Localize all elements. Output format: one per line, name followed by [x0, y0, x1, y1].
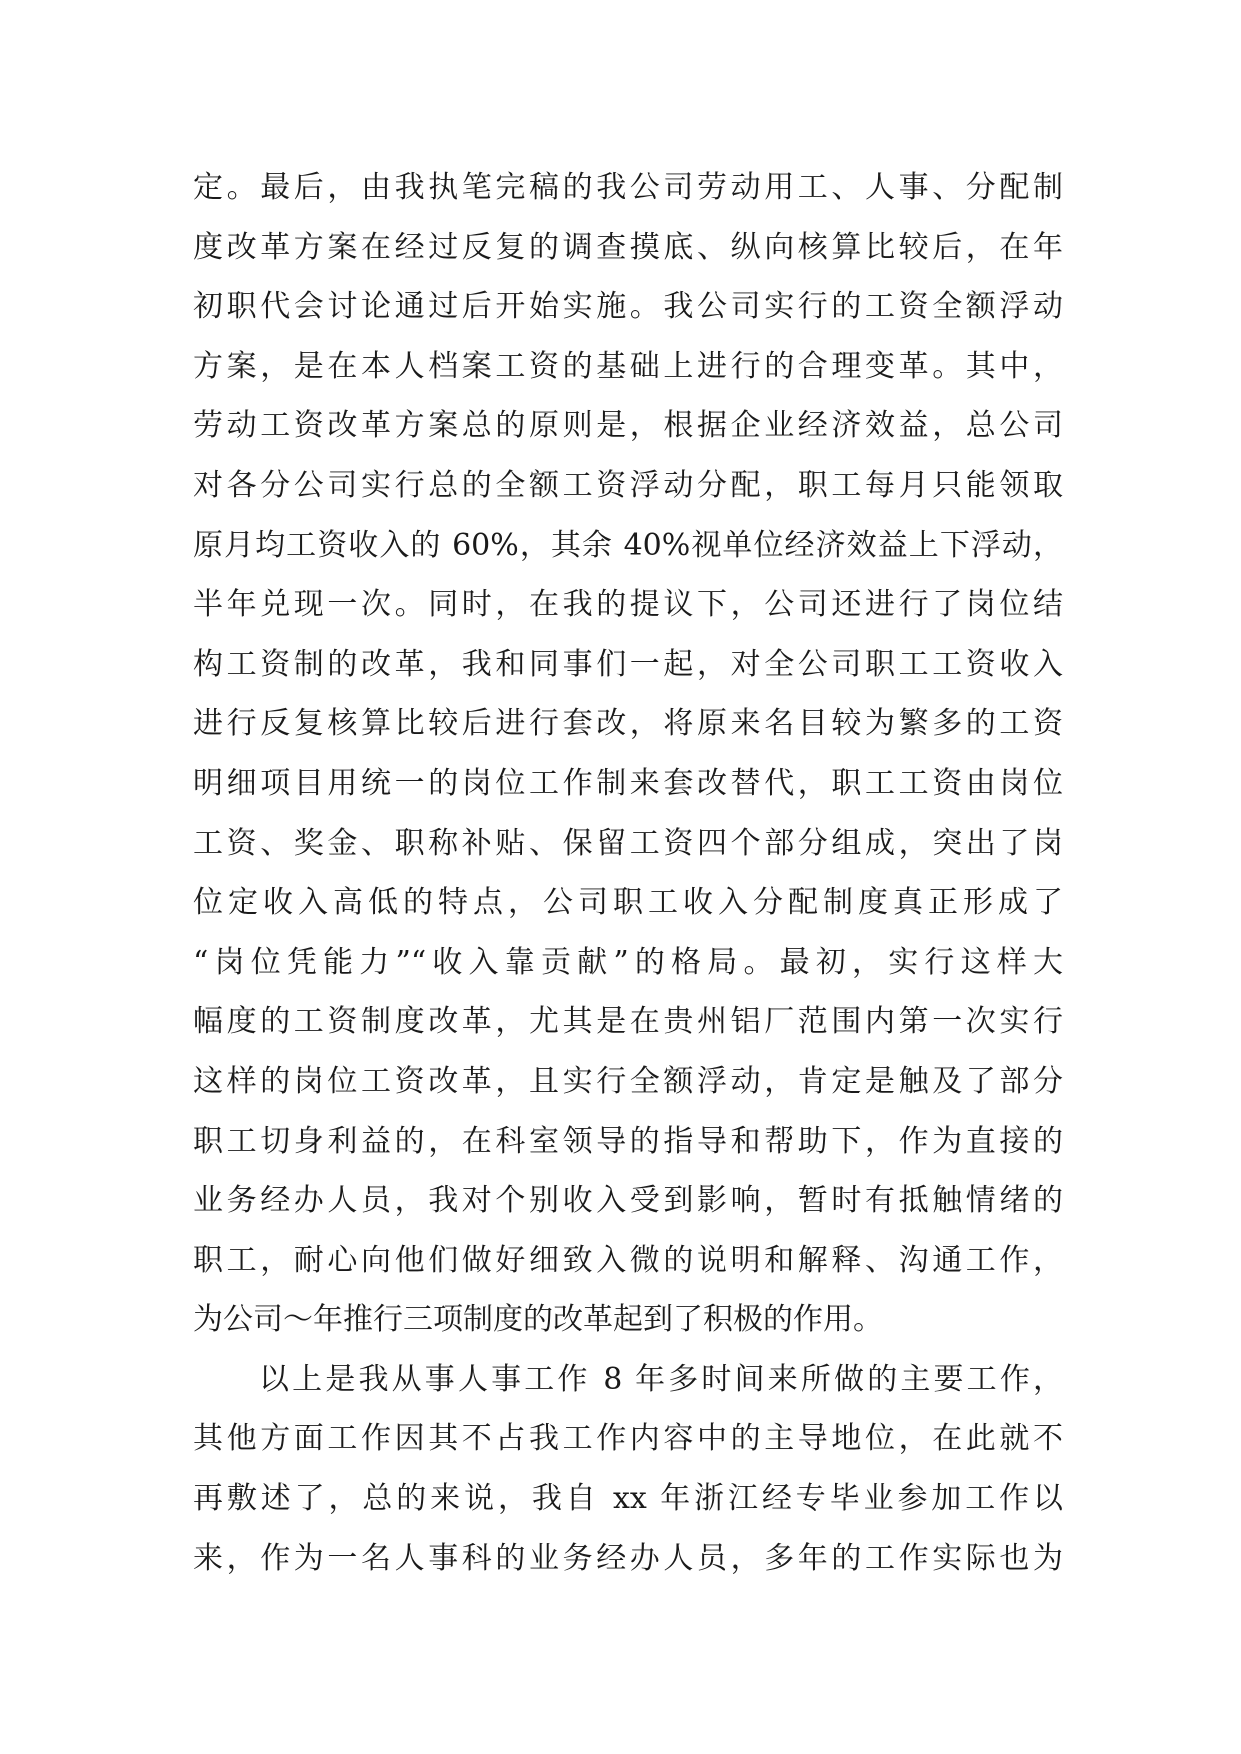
text-line: 工资、奖金、职称补贴、保留工资四个部分组成，突出了岗	[193, 825, 1063, 861]
text-line: 职工切身利益的，在科室领导的指导和帮助下，作为直接的	[193, 1123, 1063, 1159]
text-line: 方案，是在本人档案工资的基础上进行的合理变革。其中，	[193, 348, 1063, 384]
body-text	[193, 158, 1063, 1588]
text-line: 幅度的工资制度改革，尤其是在贵州铝厂范围内第一次实行	[193, 1004, 1063, 1040]
text-line: 再敷述了，总的来说，我自 xx 年浙江经专毕业参加工作以	[193, 1481, 1063, 1517]
text-line: 构工资制的改革，我和同事们一起，对全公司职工工资收入	[193, 646, 1063, 682]
text-line: 其他方面工作因其不占我工作内容中的主导地位，在此就不	[193, 1421, 1063, 1457]
text-line: 定。最后，由我执笔完稿的我公司劳动用工、人事、分配制	[193, 170, 1063, 205]
text-line: 原月均工资收入的 60%，其余 40%视单位经济效益上下浮动，	[193, 527, 1063, 563]
text-line: 对各分公司实行总的全额工资浮动分配，职工每月只能领取	[193, 467, 1063, 503]
text-line: “岗位凭能力”“收入靠贡献”的格局。最初，实行这样大	[193, 944, 1063, 980]
text-line: 以上是我从事人事工作 8 年多时间来所做的主要工作，	[259, 1361, 1063, 1397]
text-line: 为公司～年推行三项制度的改革起到了积极的作用。	[193, 1302, 883, 1338]
text-line: 职工，耐心向他们做好细致入微的说明和解释、沟通工作，	[193, 1242, 1063, 1278]
text-line: 劳动工资改革方案总的原则是，根据企业经济效益，总公司	[193, 408, 1063, 444]
text-line: 进行反复核算比较后进行套改，将原来名目较为繁多的工资	[193, 706, 1063, 742]
text-line: 位定收入高低的特点，公司职工收入分配制度真正形成了	[193, 885, 1063, 921]
paragraph	[193, 158, 1063, 1350]
text-line: 业务经办人员，我对个别收入受到影响，暂时有抵触情绪的	[193, 1183, 1063, 1219]
text-line: 初职代会讨论通过后开始实施。我公司实行的工资全额浮动	[193, 289, 1063, 325]
text-line: 半年兑现一次。同时，在我的提议下，公司还进行了岗位结	[193, 587, 1063, 623]
paragraph	[193, 1350, 1063, 1588]
text-line: 度改革方案在经过反复的调查摸底、纵向核算比较后，在年	[193, 229, 1063, 265]
text-line: 这样的岗位工资改革，且实行全额浮动，肯定是触及了部分	[193, 1063, 1063, 1099]
text-line: 来，作为一名人事科的业务经办人员，多年的工作实际也为	[193, 1540, 1063, 1576]
text-line: 明细项目用统一的岗位工作制来套改替代，职工工资由岗位	[193, 765, 1063, 801]
